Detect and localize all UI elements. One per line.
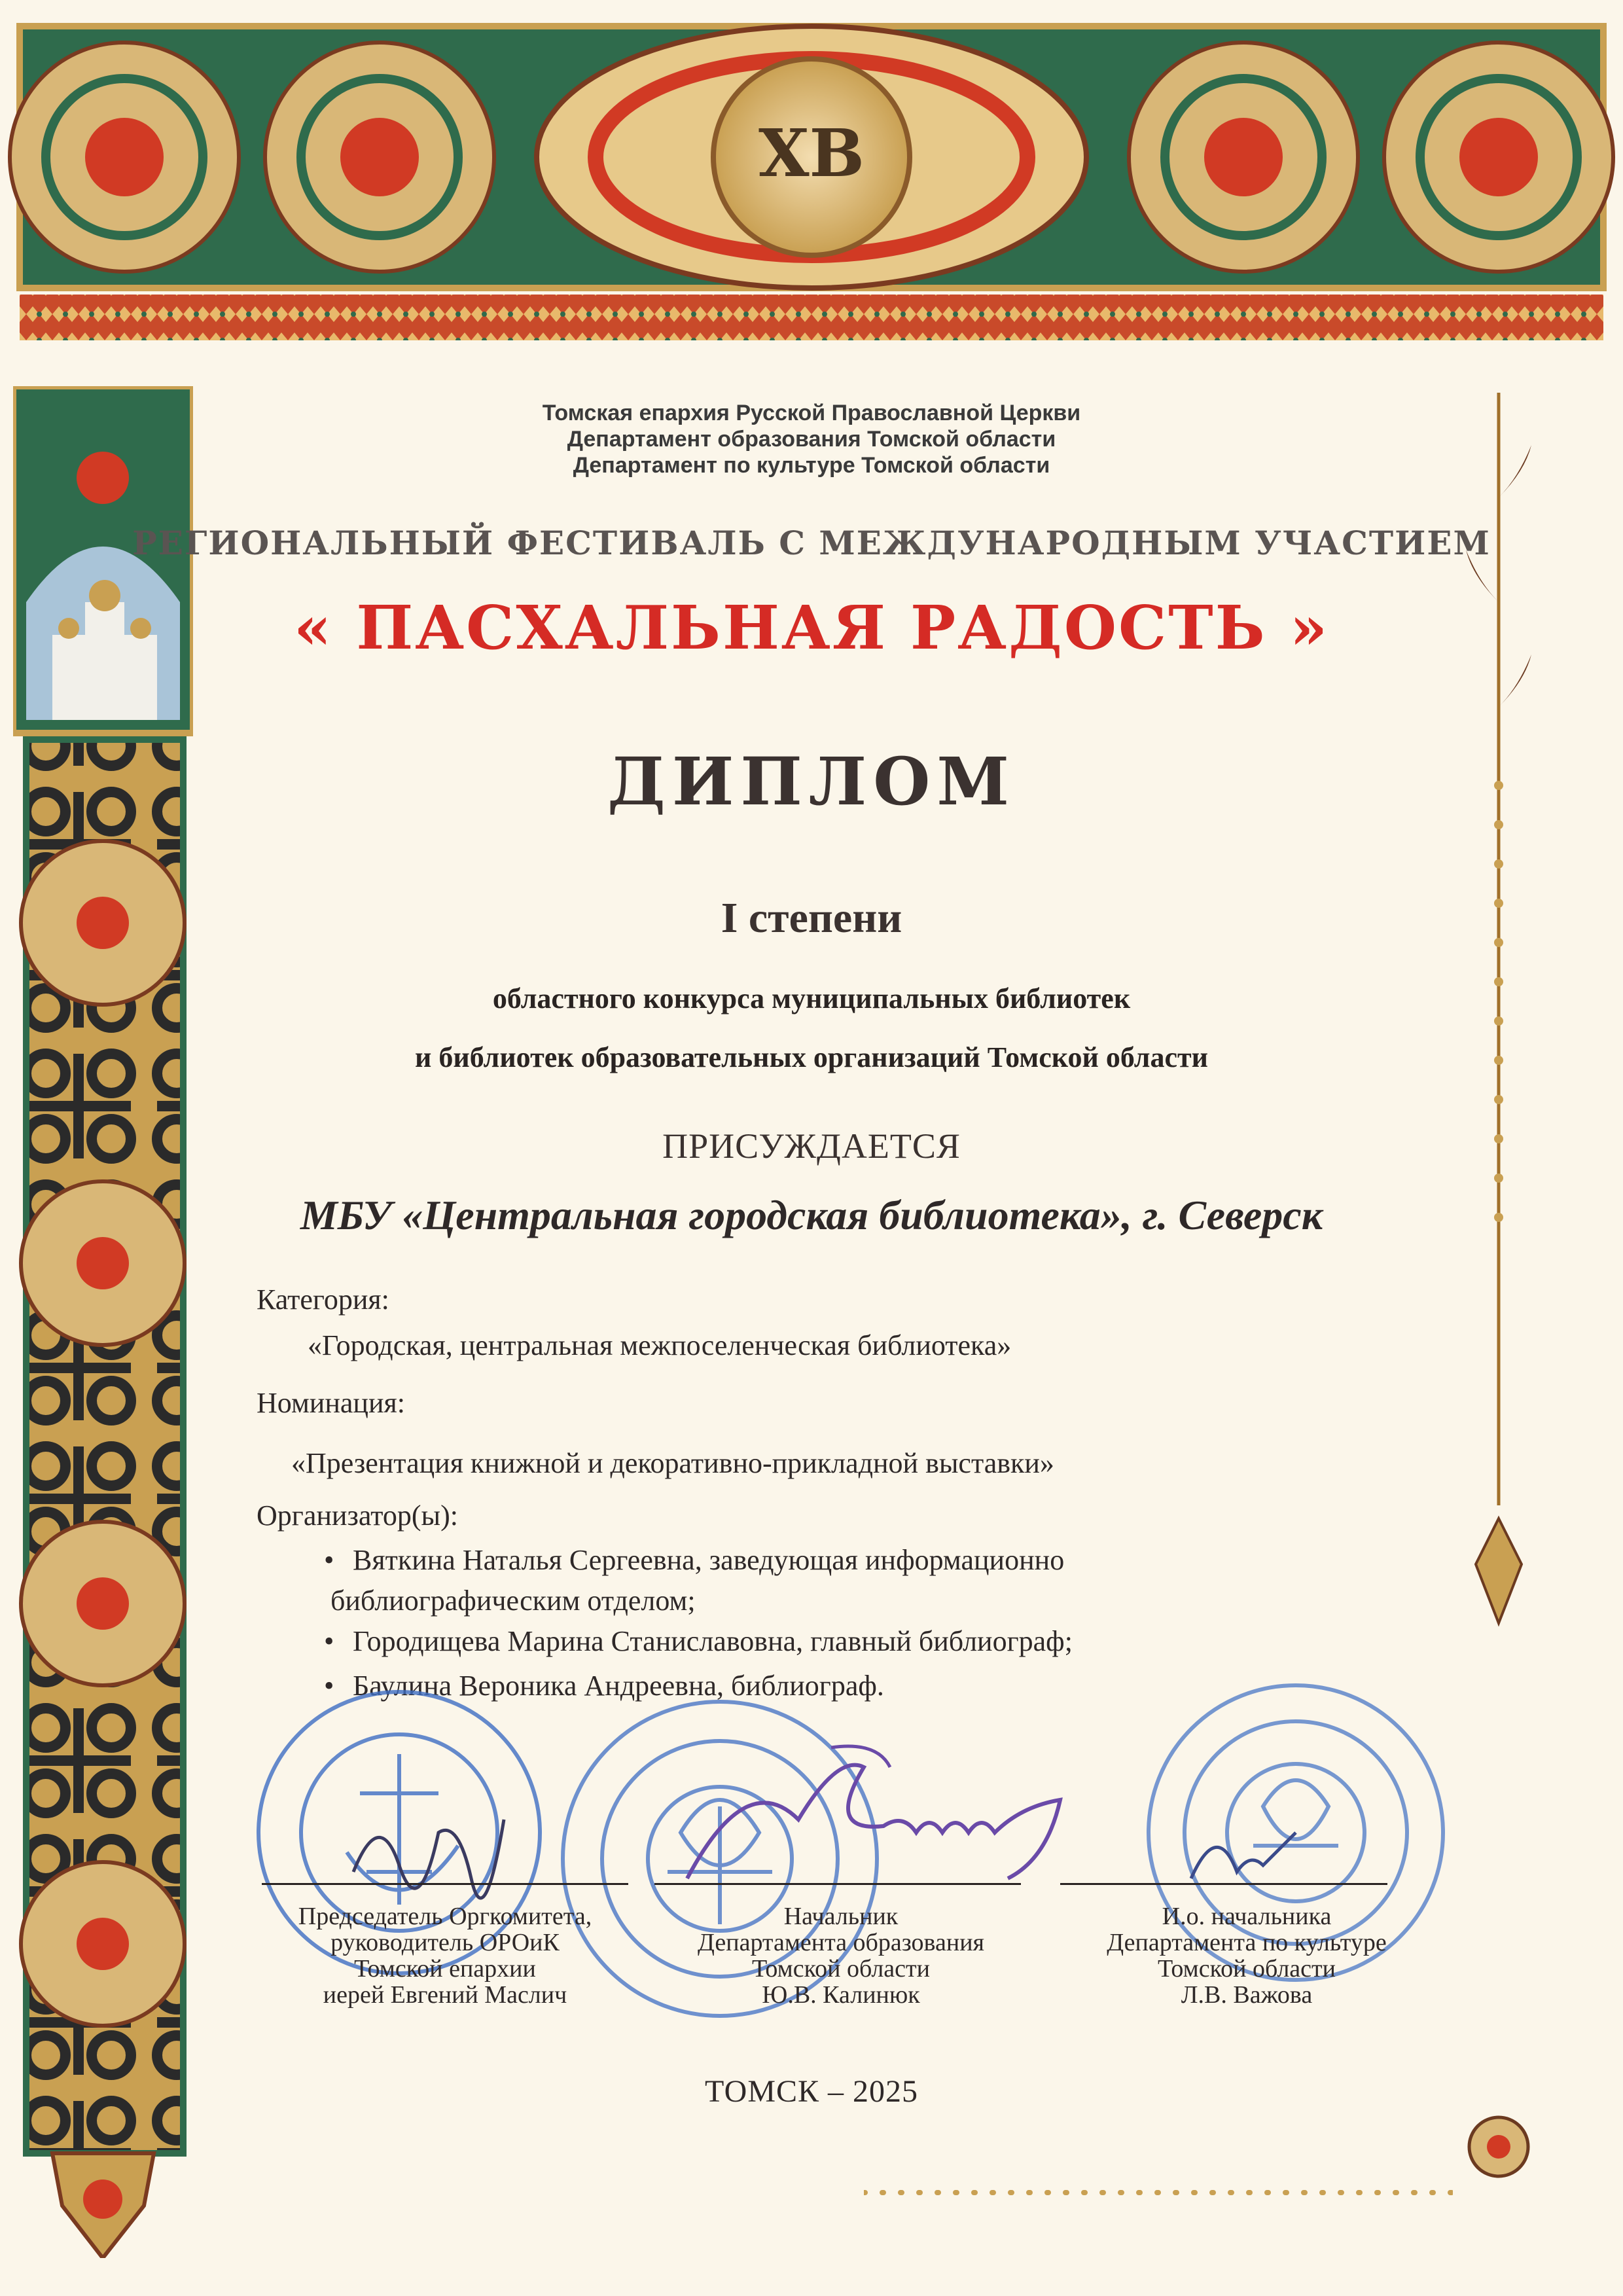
left-ornament-column: [13, 386, 193, 2258]
signature-line-culture: [1060, 1883, 1387, 1885]
bullet-icon: •: [324, 1625, 334, 1657]
signature-line-education: [654, 1883, 1021, 1885]
festival-subtitle: РЕГИОНАЛЬНЫЙ ФЕСТИВАЛЬ С МЕЖДУНАРОДНЫМ УЧАСТИЕМ: [132, 524, 1491, 562]
bottom-dotted-ornament: [864, 2186, 1453, 2199]
signature-block-chairman: Председатель Оргкомитета, руководитель ОРОиК Томской епархии иерей Евгений Маслич: [298, 1903, 592, 2009]
organizers-label: Организатор(ы):: [257, 1499, 458, 1532]
nomination-value: «Презентация книжной и декоративно-прикладной выставки»: [291, 1447, 1054, 1479]
category-label: Категория:: [257, 1283, 389, 1316]
contest-line-2: и библиотек образовательных организаций Томской области: [415, 1041, 1208, 1073]
category-value: «Городская, центральная межпоселенческая библиотека»: [308, 1329, 1012, 1361]
signature-culture-head: [1178, 1813, 1309, 1892]
xb-monogram: ХВ: [758, 115, 865, 192]
signature-block-culture: И.о. начальника Департамента по культуре Томской области Л.В. Важова: [1107, 1903, 1387, 2009]
contest-line-1: областного конкурса муниципальных библиотек: [492, 982, 1131, 1014]
organizer-item-3: • Баулина Вероника Андреевна, библиограф.: [324, 1670, 884, 1702]
organizer-line-culture: Департамент по культуре Томской области: [573, 453, 1050, 478]
organizer-line-eparchy: Томская епархия Русской Православной Церкви: [542, 401, 1081, 425]
diploma-title: ДИПЛОМ: [607, 743, 1016, 820]
recipient-name: МБУ «Центральная городская библиотека», г. Северск: [300, 1192, 1323, 1238]
organizer-item-1-cont: библиографическим отделом;: [330, 1585, 696, 1617]
organizer-item-1: • Вяткина Наталья Сергеевна, заведующая информационно: [324, 1544, 1065, 1576]
festival-title: « ПАСХАЛЬНАЯ РАДОСТЬ »: [293, 592, 1330, 663]
bullet-icon: •: [324, 1670, 334, 1702]
right-ornament-vine: [1459, 393, 1538, 2251]
organizer-line-education: Департамент образования Томской области: [567, 427, 1056, 452]
nomination-label: Номинация:: [257, 1387, 405, 1419]
signature-chairman: [340, 1793, 510, 1905]
diploma-degree: I степени: [721, 894, 902, 942]
city-year: ТОМСК – 2025: [704, 2074, 919, 2109]
organizer-item-2: • Городищева Марина Станиславовна, главный библиограф;: [324, 1625, 1073, 1657]
signature-block-education: Начальник Департамента образования Томской области Ю.В. Калинюк: [697, 1903, 985, 2009]
bullet-icon: •: [324, 1544, 334, 1576]
signature-line-chairman: [262, 1883, 628, 1885]
awarded-label: ПРИСУЖДАЕТСЯ: [662, 1126, 961, 1166]
